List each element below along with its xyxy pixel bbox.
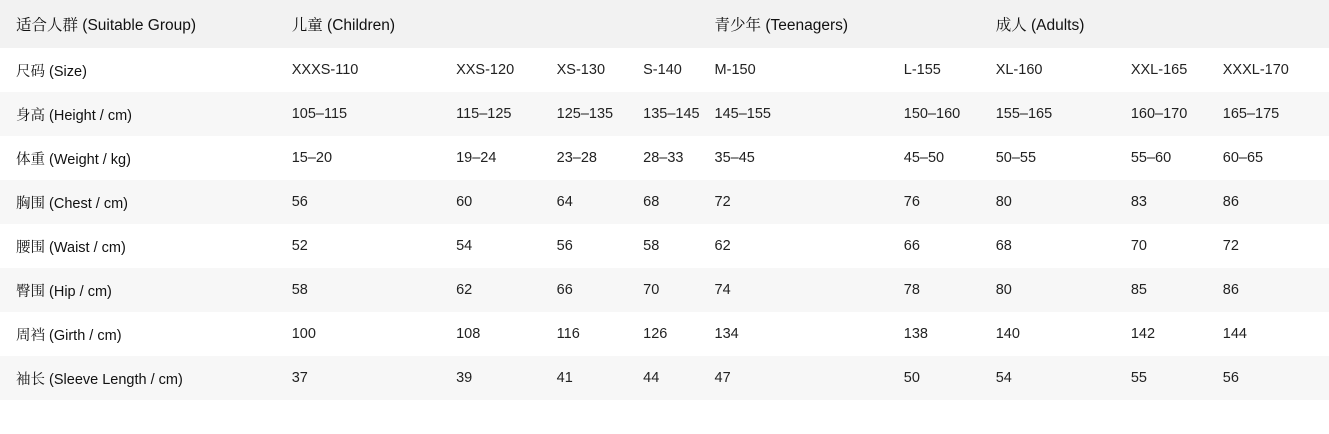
cell-chest-4: 68 <box>643 194 660 210</box>
cell-height-3: 125–135 <box>556 106 614 122</box>
cell-waist-6: 66 <box>903 238 920 254</box>
row-label-hip: 臀围 (Hip / cm) <box>16 283 112 300</box>
cell-height-8: 160–170 <box>1130 106 1188 122</box>
cell-chest-5: 72 <box>714 194 731 210</box>
cell-girth-4: 126 <box>643 326 668 342</box>
cell-height-5: 145–155 <box>714 106 771 122</box>
cell-chest-8: 83 <box>1130 194 1147 210</box>
cell-waist-4: 58 <box>643 238 660 254</box>
cell-hip-2: 62 <box>456 282 473 298</box>
cell-weight-1: 15–20 <box>291 150 333 166</box>
cell-hip-1: 58 <box>291 282 308 298</box>
row-label-sleeve-length: 袖长 (Sleeve Length / cm) <box>16 371 183 388</box>
cell-hip-7: 80 <box>995 282 1012 298</box>
cell-sleeve-1: 37 <box>291 370 308 386</box>
table-row <box>0 224 1329 268</box>
suitable-group-label: 适合人群 (Suitable Group) <box>16 17 197 34</box>
cell-size-3: XS-130 <box>556 62 606 78</box>
cell-waist-2: 54 <box>456 238 473 254</box>
cell-size-4: S-140 <box>643 62 682 78</box>
cell-hip-9: 86 <box>1222 282 1239 298</box>
cell-hip-6: 78 <box>903 282 920 298</box>
cell-height-6: 150–160 <box>903 106 961 122</box>
cell-hip-4: 70 <box>643 282 660 298</box>
row-label-height: 身高 (Height / cm) <box>16 107 133 124</box>
cell-weight-5: 35–45 <box>714 150 755 166</box>
cell-weight-4: 28–33 <box>643 150 684 166</box>
cell-chest-2: 60 <box>456 194 473 210</box>
cell-girth-8: 142 <box>1130 326 1156 342</box>
cell-size-7: XL-160 <box>995 62 1043 78</box>
cell-sleeve-9: 56 <box>1222 370 1239 386</box>
cell-waist-8: 70 <box>1130 238 1147 254</box>
cell-waist-7: 68 <box>995 238 1012 254</box>
cell-sleeve-7: 54 <box>995 370 1012 386</box>
cell-weight-6: 45–50 <box>903 150 945 166</box>
cell-girth-1: 100 <box>291 326 316 342</box>
cell-chest-7: 80 <box>995 194 1012 210</box>
table-row <box>0 356 1329 400</box>
cell-chest-3: 64 <box>556 194 573 210</box>
cell-height-1: 105–115 <box>291 106 348 122</box>
cell-hip-3: 66 <box>556 282 573 298</box>
cell-size-2: XXS-120 <box>456 62 515 78</box>
cell-chest-6: 76 <box>903 194 920 210</box>
table-body <box>0 48 1329 400</box>
group-children: 儿童 (Children) <box>291 17 396 34</box>
cell-girth-5: 134 <box>714 326 739 342</box>
cell-girth-3: 116 <box>556 326 580 342</box>
cell-height-7: 155–165 <box>995 106 1053 122</box>
cell-waist-1: 52 <box>291 238 308 254</box>
cell-sleeve-4: 44 <box>643 370 660 386</box>
cell-waist-9: 72 <box>1222 238 1239 254</box>
cell-height-2: 115–125 <box>456 106 512 122</box>
table-header <box>0 0 1329 48</box>
cell-size-5: M-150 <box>714 62 756 78</box>
cell-height-9: 165–175 <box>1222 106 1280 122</box>
cell-hip-8: 85 <box>1130 282 1147 298</box>
cell-sleeve-2: 39 <box>456 370 473 386</box>
cell-waist-3: 56 <box>556 238 573 254</box>
cell-hip-5: 74 <box>714 282 731 298</box>
cell-sleeve-8: 55 <box>1130 370 1147 386</box>
cell-waist-5: 62 <box>714 238 731 254</box>
group-header-row <box>0 0 1329 48</box>
row-label-chest: 胸围 (Chest / cm) <box>16 195 128 212</box>
cell-size-9: XXXL-170 <box>1222 62 1289 78</box>
row-label-size: 尺码 (Size) <box>16 63 87 80</box>
cell-girth-7: 140 <box>995 326 1020 342</box>
cell-girth-2: 108 <box>456 326 481 342</box>
cell-size-1: XXXS-110 <box>291 62 359 78</box>
cell-girth-9: 144 <box>1222 326 1247 342</box>
row-label-waist: 腰围 (Waist / cm) <box>16 239 126 256</box>
table-row <box>0 136 1329 180</box>
table-row <box>0 92 1329 136</box>
cell-weight-9: 60–65 <box>1222 150 1264 166</box>
cell-chest-1: 56 <box>291 194 308 210</box>
table-row <box>0 180 1329 224</box>
cell-height-4: 135–145 <box>643 106 700 122</box>
row-label-girth: 周裆 (Girth / cm) <box>16 327 122 344</box>
table-row <box>0 48 1329 92</box>
table-row <box>0 312 1329 356</box>
cell-weight-8: 55–60 <box>1130 150 1172 166</box>
cell-weight-7: 50–55 <box>995 150 1037 166</box>
group-adults: 成人 (Adults) <box>995 17 1085 34</box>
cell-girth-6: 138 <box>903 326 928 342</box>
cell-weight-2: 19–24 <box>456 150 497 166</box>
cell-chest-9: 86 <box>1222 194 1239 210</box>
row-label-weight: 体重 (Weight / kg) <box>16 151 131 168</box>
cell-sleeve-3: 41 <box>556 370 573 386</box>
cell-sleeve-5: 47 <box>714 370 731 386</box>
cell-sleeve-6: 50 <box>903 370 920 386</box>
cell-weight-3: 23–28 <box>556 150 597 166</box>
cell-size-6: L-155 <box>903 62 941 78</box>
table-row <box>0 268 1329 312</box>
cell-size-8: XXL-165 <box>1130 62 1188 78</box>
group-teenagers: 青少年 (Teenagers) <box>714 17 849 34</box>
